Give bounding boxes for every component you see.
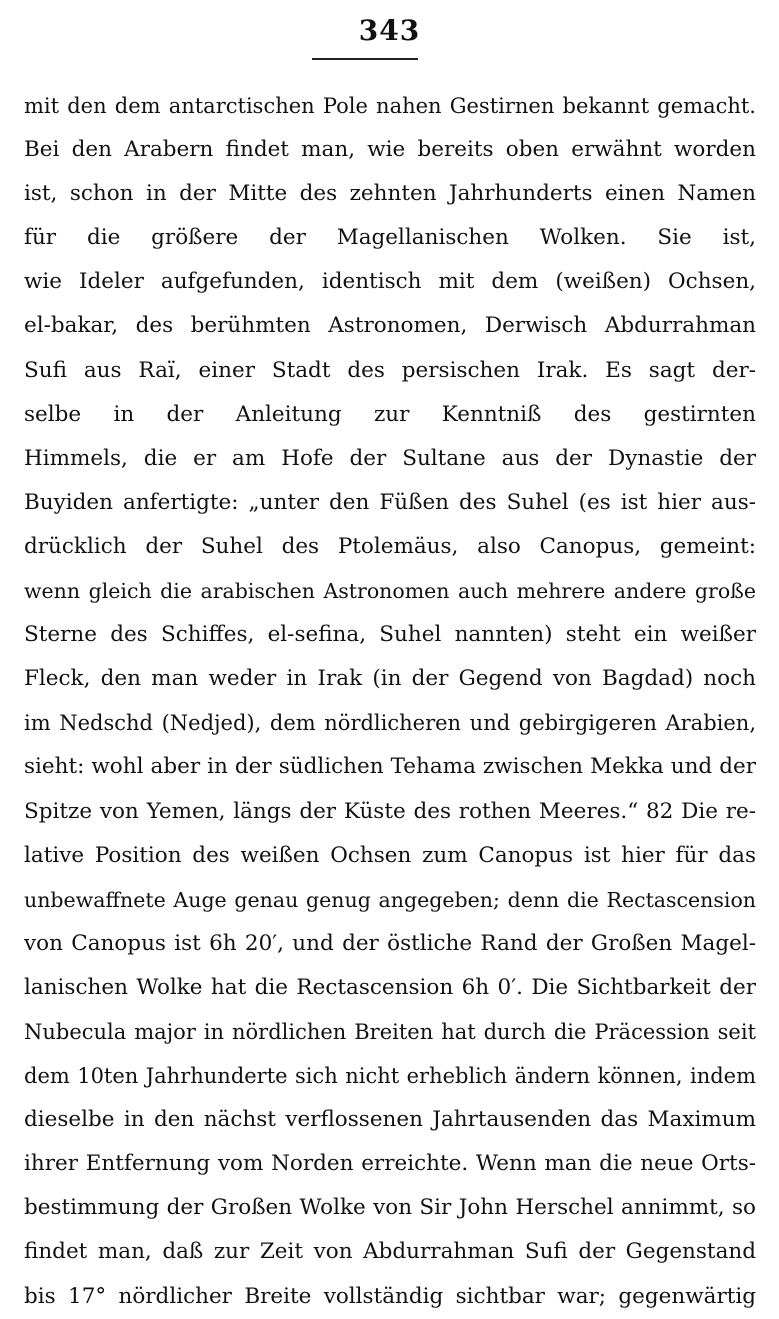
text-line: Spitze von Yemen, längs der Küste des rothen Meeres.“ 82 Die re- bbox=[24, 798, 756, 824]
text-line: dem 10ten Jahrhunderte sich nicht erheblich ändern können, indem bbox=[24, 1064, 756, 1089]
text-line: el-bakar, des berühmten Astronomen, Derwisch Abdurrahman bbox=[24, 313, 756, 339]
text-line: sieht: wohl aber in der südlichen Tehama zwischen Mekka und der bbox=[24, 754, 756, 780]
text-line: lanischen Wolke hat die Rectascension 6h 0′. Die Sichtbarkeit der bbox=[24, 974, 756, 1000]
text-line: ihrer Entfernung vom Norden erreichte. Wenn man die neue Orts- bbox=[24, 1151, 756, 1177]
text-line: bis 17° nördlicher Breite vollständig sichtbar war; gegenwärtig bbox=[24, 1283, 756, 1309]
text-line: von Canopus ist 6h 20′, und der östliche Rand der Großen Magel- bbox=[24, 930, 756, 956]
text-line: Nubecula major in nördlichen Breiten hat durch die Präcession seit bbox=[24, 1019, 756, 1044]
text-line: Fleck, den man weder in Irak (in der Gegend von Bagdad) noch bbox=[24, 666, 756, 692]
text-line: ist, schon in der Mitte des zehnten Jahrhunderts einen Namen bbox=[24, 181, 756, 207]
text-line: für die größere der Magellanischen Wolken. Sie ist, bbox=[24, 225, 756, 251]
text-line: selbe in der Anleitung zur Kenntniß des gestirnten bbox=[24, 401, 756, 427]
text-line: Buyiden anfertigte: „unter den Füßen des Suhel (es ist hier aus- bbox=[24, 489, 756, 515]
text-line: unbewaffnete Auge genau genug angegeben; denn die Rectascension bbox=[24, 887, 756, 912]
text-line: bestimmung der Großen Wolke von Sir John Herschel annimmt, so bbox=[24, 1195, 756, 1221]
text-line: wie Ideler aufgefunden, identisch mit dem (weißen) Ochsen, bbox=[24, 269, 756, 295]
text-line: Himmels, die er am Hofe der Sultane aus der Dynastie der bbox=[24, 445, 756, 471]
header-rule bbox=[312, 58, 418, 60]
text-line: dieselbe in den nächst verflossenen Jahrtausenden das Maximum bbox=[24, 1107, 756, 1133]
text-line: mit den dem antarctischen Pole nahen Gestirnen bekannt gemacht. bbox=[24, 94, 756, 118]
text-line: im Nedschd (Nedjed), dem nördlicheren und gebirgigeren Arabien, bbox=[24, 711, 756, 736]
text-line: lative Position des weißen Ochsen zum Canopus ist hier für das bbox=[24, 842, 756, 868]
text-line: Sufi aus Raï, einer Stadt des persischen Irak. Es sagt der- bbox=[24, 357, 756, 383]
text-line: Sterne des Schiffes, el-sefina, Suhel nannten) steht ein weißer bbox=[24, 622, 756, 648]
text-line: Bei den Arabern findet man, wie bereits oben erwähnt worden bbox=[24, 137, 756, 163]
text-line: findet man, daß zur Zeit von Abdurrahman Sufi der Gegenstand bbox=[24, 1239, 756, 1265]
body-text bbox=[24, 84, 756, 1319]
page-number: 343 bbox=[358, 14, 421, 47]
text-line: wenn gleich die arabischen Astronomen auch mehrere andere große bbox=[24, 579, 756, 604]
text-line: drücklich der Suhel des Ptolemäus, also Canopus, gemeint: bbox=[24, 533, 756, 559]
